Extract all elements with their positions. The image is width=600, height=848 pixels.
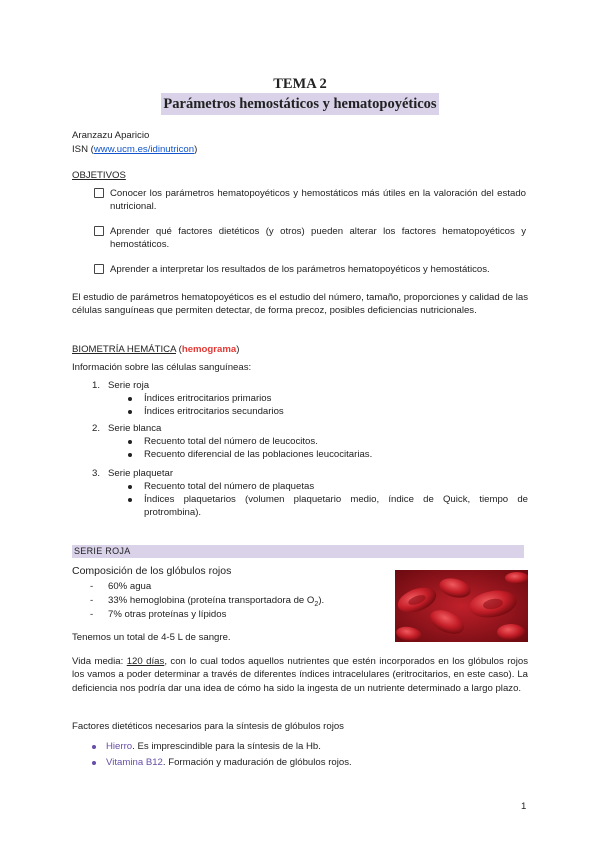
series-label: Serie roja (108, 380, 150, 391)
factor-item (92, 756, 352, 769)
bullet-icon (92, 761, 96, 765)
red-blood-cells-svg (395, 570, 528, 642)
vida-media-text: , con lo cual todos aquellos nutrientes que estén incorporados en los glóbulos rojos los vamos a poder determinar a través de diferentes índices intracelulares (eritrocitarios, en este caso). La deficiencia nos podría dar una idea de cómo ha sido la ingesta de un nutriente determinado a largo plazo. (72, 656, 528, 694)
series-number: 3. (92, 468, 101, 479)
isn-suffix: ) (194, 144, 198, 155)
list-item-text: Índices eritrocitarios primarios (144, 393, 272, 404)
composition-title: Composición de los glóbulos rojos (72, 565, 232, 577)
list-item (128, 405, 284, 418)
list-item (128, 448, 372, 461)
objective-item (94, 187, 526, 214)
isn-prefix: ISN ( (72, 144, 94, 155)
series-number: 1. (92, 380, 101, 391)
vida-media-label: Vida media: (72, 656, 124, 667)
composition-item (90, 608, 227, 621)
factor-desc: . Es imprescindible para la síntesis de la Hb. (132, 741, 321, 752)
bullet-icon (92, 745, 96, 749)
page-subtitle: Parámetros hemostáticos y hematopoyéticos (161, 93, 438, 115)
checkbox-icon[interactable] (94, 264, 104, 274)
author-name: Aranzazu Aparicio (72, 130, 150, 141)
bullet-icon (128, 498, 132, 502)
bullet-icon (128, 485, 132, 489)
bullet-icon (128, 453, 132, 457)
section-label-serie-roja: SERIE ROJA (74, 546, 131, 556)
list-item (128, 480, 314, 493)
paren-close: ) (236, 344, 240, 355)
section-bar (72, 545, 524, 558)
list-item-text: Recuento total del número de leucocitos. (144, 436, 318, 447)
objective-text: Conocer los parámetros hematopoyéticos y hemostáticos más útiles en la valoración del estado nutricional. (110, 188, 526, 213)
composition-text: 60% agua (108, 581, 152, 592)
hemograma-highlight: hemograma (181, 344, 237, 355)
series-number: 2. (92, 423, 101, 434)
bullet-icon (128, 410, 132, 414)
page-number: 1 (521, 801, 527, 812)
composition-tail: ). (318, 595, 325, 606)
vida-media-value: 120 días (126, 656, 165, 667)
factores-title: Factores dietéticos necesarios para la síntesis de glóbulos rojos (72, 721, 344, 732)
intro-paragraph: El estudio de parámetros hematopoyéticos es el estudio del número, tamaño, proporciones y calidad de las células sanguíneas que permiten detectar, de forma precoz, posibles deficiencias nutricionales. (72, 292, 528, 317)
paren-open: ( (175, 344, 182, 355)
composition-text: 33% hemoglobina (proteína transportadora de O (108, 595, 315, 606)
factor-name: Hierro (106, 741, 133, 752)
factor-item (92, 740, 321, 753)
composition-item (90, 594, 325, 608)
objective-text: Aprender a interpretar los resultados de los parámetros hematopoyéticos y hemostáticos. (110, 264, 490, 275)
list-item-text: Recuento diferencial de las poblaciones leucocitarias. (144, 449, 373, 460)
objective-item (94, 225, 526, 252)
checkbox-icon[interactable] (94, 188, 104, 198)
bullet-icon (128, 440, 132, 444)
list-item-text: Índices plaquetarios (volumen plaquetario medio, índice de Quick, tiempo de protrombina). (144, 494, 528, 519)
checkbox-icon[interactable] (94, 226, 104, 236)
series-item (92, 422, 161, 435)
blood-total: Tenemos un total de 4-5 L de sangre. (72, 632, 231, 643)
series-label: Serie plaquetar (108, 468, 174, 479)
objective-item (94, 263, 526, 276)
dash-marker: - (90, 609, 94, 620)
biometria-info: Información sobre las células sanguíneas: (72, 362, 252, 373)
subscript: 2 (314, 600, 319, 608)
list-item (128, 435, 318, 448)
isn-link[interactable]: www.ucm.es/idinutricon (93, 144, 195, 155)
list-item (128, 392, 271, 405)
series-item (92, 467, 173, 480)
list-item (128, 493, 528, 520)
factor-desc: . Formación y maduración de glóbulos rojos. (162, 757, 352, 768)
bullet-icon (128, 397, 132, 401)
list-item-text: Recuento total del número de plaquetas (144, 481, 315, 492)
dash-marker: - (90, 595, 94, 606)
dash-marker: - (90, 581, 94, 592)
vida-media-paragraph (72, 655, 528, 695)
biometria-heading-text: BIOMETRÍA HEMÁTICA (72, 344, 176, 355)
series-item (92, 379, 149, 392)
page-title: TEMA 2 (273, 76, 327, 92)
composition-item (90, 580, 152, 593)
objectives-heading: OBJETIVOS (72, 170, 126, 181)
factor-name: Vitamina B12 (106, 757, 163, 768)
author-isn (72, 143, 197, 156)
composition-text: 7% otras proteínas y lípidos (108, 609, 227, 620)
list-item-text: Índices eritrocitarios secundarios (144, 406, 284, 417)
series-label: Serie blanca (108, 423, 162, 434)
red-blood-cells-image (395, 570, 528, 642)
biometria-heading (72, 343, 239, 356)
objective-text: Aprender qué factores dietéticos (y otros) pueden alterar los factores hematopoyéticos y hemostáticos. (110, 226, 526, 251)
